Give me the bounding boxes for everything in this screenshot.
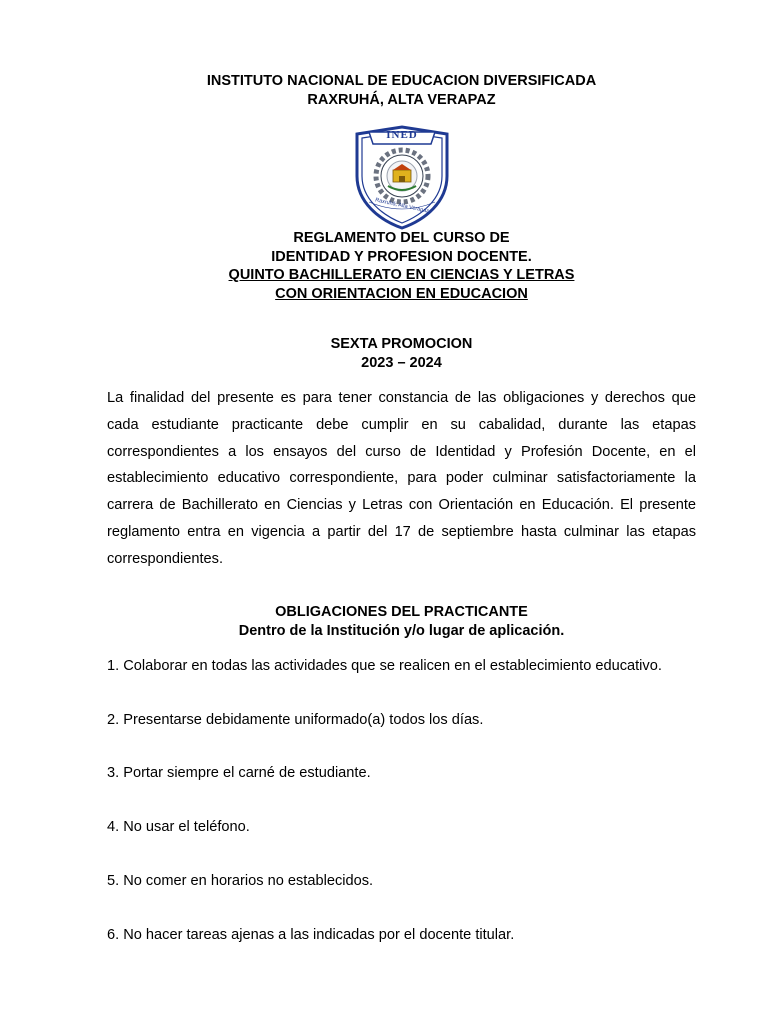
intro-line: La finalidad del presente es para tener constancia de las obligaciones y derechos que (107, 390, 696, 406)
obligation-item: 3. Portar siempre el carné de estudiante. (107, 765, 371, 781)
title-line-1: REGLAMENTO DEL CURSO DE (293, 230, 510, 246)
obligation-item: 4. No usar el teléfono. (107, 819, 250, 835)
promotion-block (107, 335, 696, 372)
obligation-item: 1. Colaborar en todas las actividades que se realicen en el establecimiento educativo. (107, 658, 662, 674)
obligations-heading: OBLIGACIONES DEL PRACTICANTE (275, 604, 528, 620)
document-header (107, 72, 696, 109)
intro-line: establecimiento educativo correspondiente, para poder culminar satisfactoriamente la (107, 470, 696, 487)
obligation-item: 2. Presentarse debidamente uniformado(a) todos los días. (107, 712, 484, 728)
intro-line: cada estudiante practicante debe cumplir en su cabalidad, durante las etapas (107, 416, 696, 433)
logo-bottom-text: Raxruhá, Alta Verapaz (374, 197, 430, 215)
institution-name: INSTITUTO NACIONAL DE EDUCACION DIVERSIFICADA (206, 73, 597, 89)
obligation-item: 5. No comer en horarios no establecidos. (107, 873, 374, 889)
intro-paragraph (107, 385, 696, 573)
title-line-2: IDENTIDAD Y PROFESION DOCENTE. (271, 248, 532, 265)
intro-line: correspondientes a los ensayos del curso de Identidad y Profesión Docente, en el (107, 443, 696, 460)
institution-logo (351, 124, 453, 230)
title-line-3: QUINTO BACHILLERATO EN CIENCIAS Y LETRAS (228, 267, 575, 283)
intro-line: correspondientes. (107, 550, 224, 567)
obligations-subheading: Dentro de la Institución y/o lugar de aplicación. (238, 622, 565, 639)
obligations-heading-block (107, 603, 696, 640)
document-title (107, 229, 696, 303)
intro-line: carrera de Bachillerato en Ciencias y Letras con Orientación en Educación. El presente (107, 497, 696, 514)
institution-location: RAXRUHÁ, ALTA VERAPAZ (307, 91, 496, 108)
intro-line: reglamento entra en vigencia a partir del 17 de septiembre hasta culminar las etapas (107, 523, 696, 540)
promotion-name: SEXTA PROMOCION (330, 336, 473, 352)
promotion-years: 2023 – 2024 (361, 354, 442, 371)
title-line-4: CON ORIENTACION EN EDUCACION (275, 285, 528, 302)
obligation-item: 6. No hacer tareas ajenas a las indicadas por el docente titular. (107, 927, 515, 943)
logo-banner-text: INED (386, 129, 418, 141)
